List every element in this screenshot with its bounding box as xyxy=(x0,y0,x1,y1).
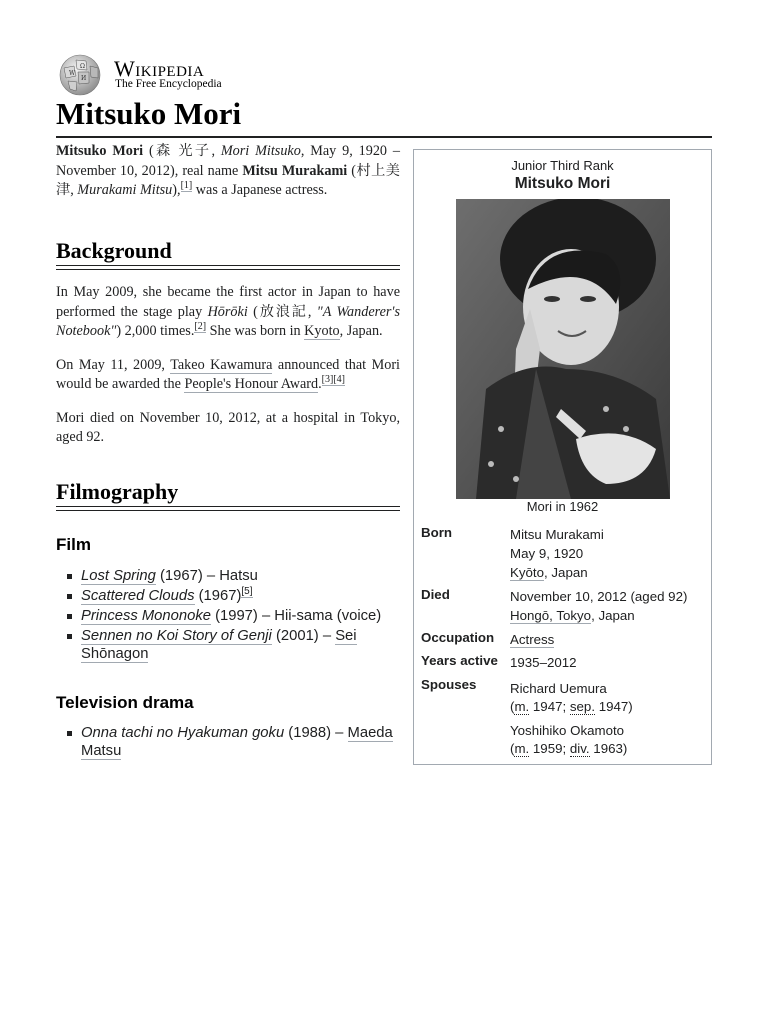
list-item: Lost Spring (1967) – Hatsu xyxy=(81,567,400,585)
film-heading: Film xyxy=(56,535,91,554)
page-title: Mitsuko Mori xyxy=(56,96,242,131)
film-link-scattered-clouds[interactable]: Scattered Clouds xyxy=(81,587,195,604)
kyoto-birthplace-link[interactable]: Kyōto xyxy=(510,565,545,580)
wikipedia-tagline: The Free Encyclopedia xyxy=(115,78,222,90)
spouses-label: Spouses xyxy=(421,677,477,692)
background-paragraph-2: On May 11, 2009, Takeo Kawamura announced that Mori would be awarded the People's Honour Award.[3][4] xyxy=(56,356,400,392)
list-item: Scattered Clouds (1967)[5] xyxy=(81,587,400,605)
background-heading: Background xyxy=(56,237,172,263)
article-body xyxy=(56,142,400,762)
separated-abbr[interactable]: sep. xyxy=(569,699,596,714)
film-list xyxy=(56,567,400,663)
infobox-name: Mitsuko Mori xyxy=(514,175,611,192)
list-item: Onna tachi no Hyakuman goku (1988) – Maeda Matsu xyxy=(81,724,400,760)
divorced-abbr[interactable]: div. xyxy=(569,741,590,756)
portrait-photo[interactable] xyxy=(456,199,670,499)
svg-text:W: W xyxy=(69,70,76,77)
list-item: Sennen no Koi Story of Genji (2001) – Sei Shōnagon xyxy=(81,627,400,663)
film-link-lost-spring[interactable]: Lost Spring xyxy=(81,567,156,584)
takeo-kawamura-link[interactable]: Takeo Kawamura xyxy=(170,356,273,373)
film-link-princess-mononoke[interactable]: Princess Mononoke xyxy=(81,607,211,624)
years-active-label: Years active xyxy=(421,653,498,668)
peoples-honour-award-link[interactable]: People's Honour Award xyxy=(184,376,319,392)
film-link-sennen-no-koi[interactable]: Sennen no Koi Story of Genji xyxy=(81,627,272,644)
photo-caption: Mori in 1962 xyxy=(526,499,599,514)
reference-2-link[interactable]: [2] xyxy=(194,321,207,333)
wikipedia-logo[interactable] xyxy=(56,54,246,96)
background-paragraph-1: In May 2009, she became the first actor in Japan to have performed the stage play Hōrōki (放浪記, "A Wanderer's Notebook") 2,000 times.[2] She was born in Kyoto, Japan. xyxy=(56,284,400,339)
years-active-value: 1935–2012 xyxy=(510,655,577,670)
intro-paragraph: Mitsuko Mori (森 光子, Mori Mitsuko, May 9, 1920 – November 10, 2012), real name Mitsu Murakami (村上美津, Murakami Mitsu),[1] was a Japanese actress. xyxy=(56,143,400,198)
sei-shonagon-link[interactable]: Sei Shōnagon xyxy=(81,627,357,662)
title-divider xyxy=(56,136,712,138)
tv-list xyxy=(56,724,400,760)
died-value: November 10, 2012 (aged 92) Hongō, Tokyo, Japan xyxy=(510,589,688,623)
filmography-heading-rule xyxy=(56,506,400,511)
svg-text:Ω: Ω xyxy=(80,63,85,70)
died-label: Died xyxy=(421,587,450,602)
maeda-matsu-link[interactable]: Maeda Matsu xyxy=(81,725,393,759)
television-drama-heading: Television drama xyxy=(56,692,194,712)
wikipedia-globe-icon xyxy=(56,54,104,96)
actress-link[interactable]: Actress xyxy=(510,632,555,647)
married-abbr[interactable]: m. xyxy=(514,741,530,756)
list-item: Princess Mononoke (1997) – Hii-sama (voice) xyxy=(81,607,400,625)
spouses-value: Richard Uemura (m. 1947; sep. 1947) Yoshihiko Okamoto (m. 1959; div. 1963) xyxy=(510,681,633,756)
reference-5-link[interactable]: [5] xyxy=(241,585,253,597)
occupation-label: Occupation xyxy=(421,630,495,645)
background-paragraph-3: Mori died on November 10, 2012, at a hospital in Tokyo, aged 92. xyxy=(56,409,400,445)
infobox-rank: Junior Third Rank xyxy=(511,158,614,173)
svg-text:И: И xyxy=(81,75,87,82)
kyoto-link[interactable]: Kyoto xyxy=(304,323,340,339)
wikipedia-wordmark: Wikipedia xyxy=(114,56,205,81)
reference-1-link[interactable]: [1] xyxy=(180,180,193,192)
reference-3-4-link[interactable]: [3][4] xyxy=(321,374,345,386)
infobox xyxy=(413,149,712,765)
hongo-tokyo-link[interactable]: Hongō, Tokyo xyxy=(510,608,592,623)
born-value: Mitsu Murakami May 9, 1920 Kyōto, Japan xyxy=(510,527,604,580)
married-abbr[interactable]: m. xyxy=(514,699,530,714)
filmography-heading: Filmography xyxy=(56,478,179,504)
born-label: Born xyxy=(421,525,453,540)
background-heading-rule xyxy=(56,265,400,270)
